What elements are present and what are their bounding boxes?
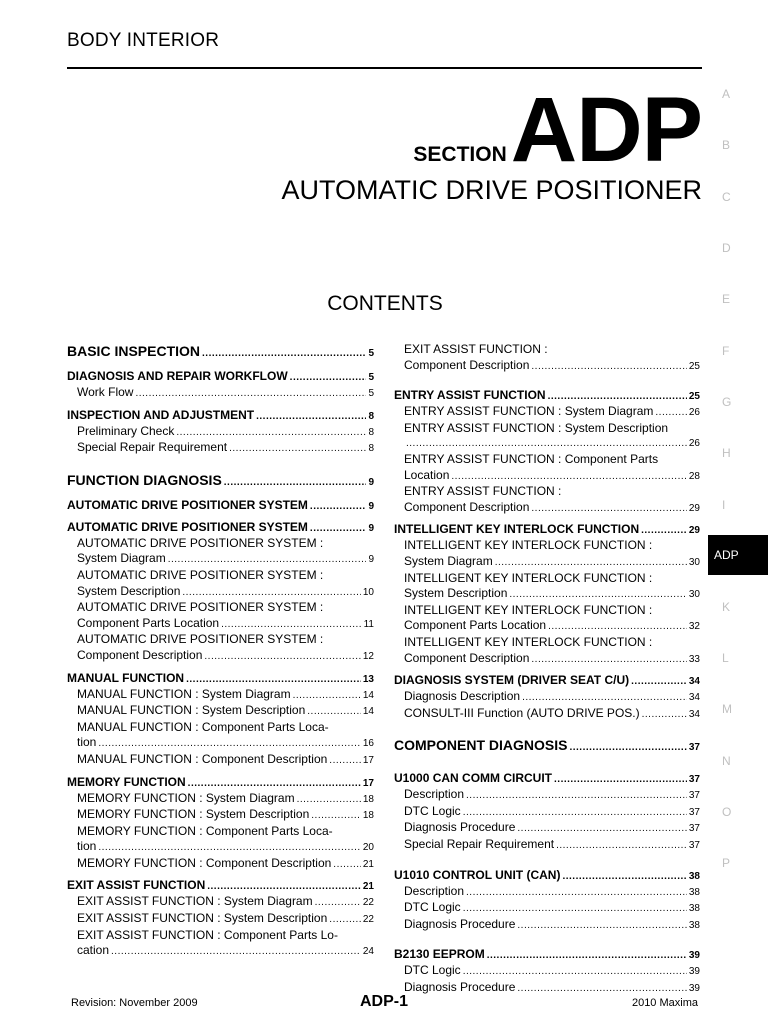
dot-leader (463, 901, 687, 917)
toc-entry-label: System Description (404, 586, 508, 601)
dot-leader (98, 736, 361, 752)
toc-entry-label: MEMORY FUNCTION : Component Description (77, 855, 332, 870)
header-rule (67, 67, 702, 69)
contents-title (0, 292, 768, 316)
dot-leader (522, 690, 687, 706)
toc-entry[interactable] (67, 568, 374, 600)
toc-entry[interactable] (67, 498, 374, 514)
toc-page-number: 39 (688, 966, 700, 978)
toc-left-column (67, 342, 374, 960)
toc-entry[interactable] (67, 408, 374, 424)
toc-page-number: 5 (368, 388, 374, 399)
toc-page-number: 9 (368, 500, 374, 512)
toc-entry[interactable] (67, 720, 374, 752)
toc-page-number: 30 (688, 556, 700, 568)
dot-leader (315, 895, 361, 911)
toc-entry-label: Diagnosis Description (404, 689, 521, 704)
toc-page-number: 33 (688, 653, 700, 665)
toc-entry-label: Component Parts Location (404, 618, 547, 633)
toc-entry-label: Work Flow (77, 385, 134, 399)
dot-leader (569, 739, 686, 757)
section-index-letter[interactable]: P (722, 856, 731, 870)
toc-entry[interactable] (394, 736, 700, 757)
dot-leader (310, 521, 367, 536)
toc-entry[interactable] (394, 342, 700, 374)
section-index-letter[interactable]: D (722, 241, 731, 255)
dot-leader (495, 555, 687, 571)
dot-leader (641, 523, 687, 538)
toc-entry[interactable] (67, 385, 374, 402)
toc-page-number: 39 (688, 983, 700, 995)
dot-leader (297, 792, 361, 808)
toc-page-number: 26 (688, 438, 700, 450)
toc-entry[interactable] (67, 520, 374, 536)
toc-entry-label: AUTOMATIC DRIVE POSITIONER SYSTEM (67, 497, 308, 512)
toc-entry-label: DTC Logic (404, 963, 461, 978)
dot-leader (463, 964, 687, 980)
toc-entry-label-line1: INTELLIGENT KEY INTERLOCK FUNCTION : (404, 570, 653, 585)
toc-entry-label: Component Description (404, 499, 530, 514)
toc-entry-label-line1: EXIT ASSIST FUNCTION : (404, 342, 548, 356)
toc-entry-label: tion (77, 839, 97, 854)
toc-entry-label-line1: INTELLIGENT KEY INTERLOCK FUNCTION : (404, 538, 653, 553)
toc-entry[interactable] (67, 536, 374, 568)
toc-page-number: 38 (688, 870, 700, 882)
section-index-letter[interactable]: G (722, 395, 732, 409)
dot-leader (463, 805, 687, 821)
toc-page-number: 24 (362, 946, 374, 958)
dot-leader (168, 552, 367, 568)
toc-entry-label-line1: INTELLIGENT KEY INTERLOCK FUNCTION : (404, 634, 653, 649)
toc-entry[interactable] (67, 671, 374, 687)
toc-page-number: 17 (362, 777, 374, 789)
toc-spacer (394, 757, 700, 771)
toc-entry-label: Diagnosis Procedure (404, 916, 516, 931)
toc-entry-label: MEMORY FUNCTION : System Description (77, 807, 310, 822)
running-header: BODY INTERIOR (67, 30, 220, 51)
section-index-letter[interactable]: O (722, 805, 732, 819)
toc-entry[interactable] (394, 706, 700, 723)
toc-page-number: 10 (362, 586, 374, 598)
toc-page-number: 39 (688, 950, 700, 962)
footer-revision: Revision: November 2009 (71, 997, 198, 1009)
toc-entry-label: FUNCTION DIAGNOSIS (67, 471, 222, 488)
toc-entry[interactable] (67, 911, 374, 928)
toc-entry[interactable] (394, 388, 700, 404)
dot-leader (188, 776, 361, 791)
toc-entry-label-line1: MANUAL FUNCTION : Component Parts Loca- (77, 719, 329, 734)
toc-page-number: 11 (363, 618, 374, 630)
toc-entry[interactable] (67, 807, 374, 824)
toc-page-number: 5 (368, 348, 374, 359)
section-index-letter[interactable]: B (722, 138, 731, 152)
toc-entry-label: DIAGNOSIS SYSTEM (DRIVER SEAT C/U) (394, 673, 630, 688)
dot-leader (204, 649, 360, 665)
toc-page-number: 5 (368, 372, 374, 383)
toc-page-number: 32 (688, 621, 700, 633)
dot-leader (466, 788, 687, 804)
toc-entry[interactable] (67, 791, 374, 808)
toc-entry-label: MEMORY FUNCTION : System Diagram (77, 790, 295, 805)
dot-leader (556, 838, 687, 854)
toc-entry[interactable] (394, 837, 700, 854)
toc-entry[interactable] (394, 538, 700, 570)
toc-entry-label: AUTOMATIC DRIVE POSITIONER SYSTEM (67, 519, 308, 534)
toc-entry-label-line1: AUTOMATIC DRIVE POSITIONER SYSTEM : (77, 567, 324, 582)
toc-entry-label: U1010 CONTROL UNIT (CAN) (394, 867, 561, 882)
section-code: ADP (510, 79, 702, 181)
dot-leader (406, 436, 687, 452)
section-word: SECTION (413, 143, 507, 166)
toc-entry[interactable] (67, 424, 374, 441)
toc-entry[interactable] (394, 404, 700, 421)
dot-leader (111, 944, 361, 960)
toc-entry[interactable] (394, 917, 700, 934)
toc-entry[interactable] (67, 752, 374, 769)
toc-page-number: 38 (688, 903, 700, 915)
toc-entry-label: ENTRY ASSIST FUNCTION (394, 388, 546, 403)
toc-entry[interactable] (394, 571, 700, 603)
toc-entry-label: MEMORY FUNCTION (67, 774, 186, 789)
dot-leader (509, 587, 687, 603)
toc-entry-label: ENTRY ASSIST FUNCTION : System Diagram (404, 404, 654, 419)
toc-entry[interactable] (67, 687, 374, 704)
toc-page-number: 9 (368, 554, 374, 566)
toc-entry[interactable] (394, 522, 700, 538)
dot-leader (531, 652, 686, 668)
toc-entry[interactable] (67, 856, 374, 873)
toc-entry-label: EXIT ASSIST FUNCTION (67, 878, 206, 893)
toc-entry-label: cation (77, 943, 110, 958)
toc-page-number: 29 (688, 502, 700, 514)
toc-page-number: 37 (688, 823, 700, 835)
toc-page-number: 12 (362, 650, 374, 662)
toc-entry-label-line1: AUTOMATIC DRIVE POSITIONER SYSTEM : (77, 632, 324, 647)
toc-entry[interactable] (394, 689, 700, 706)
toc-entry-label: System Description (77, 583, 181, 598)
dot-leader (329, 753, 361, 769)
dot-leader (256, 409, 366, 424)
dot-leader (554, 772, 687, 787)
section-index-letter[interactable]: M (722, 702, 732, 716)
toc-page-number: 8 (368, 426, 374, 438)
dot-leader (229, 441, 366, 457)
section-index (708, 0, 768, 1024)
toc-entry-label: Component Description (77, 647, 203, 662)
toc-page-number: 21 (362, 881, 374, 893)
toc-entry-label: Component Description (404, 650, 530, 665)
active-section-tab[interactable]: ADP (708, 535, 768, 575)
toc-entry[interactable] (67, 878, 374, 894)
toc-page-number: 16 (362, 738, 374, 750)
toc-entry-label: Component Parts Location (77, 615, 220, 630)
toc-entry-label: DTC Logic (404, 900, 461, 915)
toc-page-number: 34 (688, 692, 700, 704)
toc-entry-label: EXIT ASSIST FUNCTION : System Description (77, 911, 328, 926)
toc-page-number: 21 (362, 858, 374, 870)
toc-entry[interactable] (394, 947, 700, 963)
toc-spacer (394, 374, 700, 388)
toc-entry[interactable] (394, 900, 700, 917)
toc-entry-label-line1: ENTRY ASSIST FUNCTION : (404, 484, 562, 499)
dot-leader (548, 389, 687, 404)
toc-entry-label: BASIC INSPECTION (67, 343, 201, 359)
toc-entry-label: Description (404, 883, 465, 898)
toc-entry-label: Special Repair Requirement (77, 440, 228, 455)
toc-page-number: 18 (362, 810, 374, 822)
toc-entry[interactable] (394, 771, 700, 787)
toc-page-number: 9 (368, 522, 374, 534)
dot-leader (642, 707, 687, 723)
toc-entry-label: INTELLIGENT KEY INTERLOCK FUNCTION (394, 522, 640, 537)
toc-entry[interactable] (67, 703, 374, 720)
section-index-letter[interactable]: C (722, 190, 731, 204)
toc-entry[interactable] (394, 603, 700, 635)
toc-entry-label: Diagnosis Procedure (404, 980, 516, 995)
toc-entry-label: Diagnosis Procedure (404, 820, 516, 835)
dot-leader (176, 425, 366, 441)
toc-entry[interactable] (394, 484, 700, 516)
dot-leader (207, 879, 361, 894)
dot-leader (487, 948, 687, 963)
dot-leader (98, 840, 361, 856)
section-index-letter[interactable]: I (722, 498, 726, 512)
toc-entry[interactable] (394, 963, 700, 980)
toc-entry[interactable] (67, 440, 374, 457)
dot-leader (631, 674, 687, 689)
toc-entry[interactable] (394, 452, 700, 484)
toc-page-number: 14 (362, 706, 374, 718)
toc-spacer (394, 854, 700, 868)
toc-entry-label-line1: ENTRY ASSIST FUNCTION : Component Parts (404, 451, 659, 466)
section-index-letter[interactable]: F (722, 344, 730, 358)
toc-entry-label: Preliminary Check (77, 423, 175, 438)
toc-page-number: 8 (368, 443, 374, 455)
toc-entry-label-line1: ENTRY ASSIST FUNCTION : System Description (404, 420, 669, 435)
toc-entry-label-line1: INTELLIGENT KEY INTERLOCK FUNCTION : (404, 602, 653, 617)
toc-page-number: 28 (688, 470, 700, 482)
toc-entry-label: INSPECTION AND ADJUSTMENT (67, 407, 255, 422)
section-index-letter[interactable]: K (722, 600, 731, 614)
toc-entry-label: MANUAL FUNCTION : System Diagram (77, 686, 291, 701)
section-index-letter[interactable]: A (722, 87, 731, 101)
toc-entry[interactable] (67, 471, 374, 492)
toc-entry[interactable] (394, 884, 700, 901)
toc-entry-label: System Diagram (77, 551, 166, 566)
section-heading (413, 79, 702, 181)
dot-leader (466, 885, 687, 901)
dot-leader (307, 704, 361, 720)
toc-page-number: 29 (688, 525, 700, 537)
toc-page-number: 8 (368, 410, 374, 422)
dot-leader (531, 359, 686, 375)
toc-page-number: 34 (688, 676, 700, 688)
toc-entry-label: Location (404, 467, 450, 482)
toc-entry[interactable] (67, 775, 374, 791)
section-index-letter[interactable]: N (722, 754, 731, 768)
toc-entry-label-line1: MEMORY FUNCTION : Component Parts Loca- (77, 823, 333, 838)
toc-page-number: 25 (688, 360, 700, 372)
toc-entry[interactable] (394, 868, 700, 884)
toc-entry-label: MANUAL FUNCTION (67, 670, 185, 685)
toc-entry-label: Description (404, 787, 465, 802)
toc-page-number: 38 (688, 919, 700, 931)
section-index-letter[interactable]: E (722, 292, 731, 306)
toc-page-number: 18 (362, 793, 374, 805)
dot-leader (531, 501, 686, 517)
dot-leader (186, 672, 361, 687)
toc-page-number: 20 (362, 842, 374, 854)
section-title: AUTOMATIC DRIVE POSITIONER (281, 175, 702, 205)
toc-entry-label: B2130 EEPROM (394, 947, 485, 962)
toc-entry[interactable] (394, 421, 700, 452)
toc-entry[interactable] (67, 600, 374, 632)
toc-entry[interactable] (67, 928, 374, 960)
toc-page-number: 34 (688, 708, 700, 720)
toc-entry-label: System Diagram (404, 553, 493, 568)
dot-leader (290, 370, 367, 385)
toc-entry-label: CONSULT-III Function (AUTO DRIVE POS.) (404, 705, 640, 720)
toc-page-number: 37 (688, 806, 700, 818)
dot-leader (224, 474, 367, 492)
toc-entry-label-line1: AUTOMATIC DRIVE POSITIONER SYSTEM : (77, 600, 324, 615)
toc-entry-label: U1000 CAN COMM CIRCUIT (394, 771, 553, 786)
toc-page-number: 38 (688, 886, 700, 898)
toc-page-number: 17 (362, 754, 374, 766)
toc-page-number: 37 (688, 790, 700, 802)
toc-entry[interactable] (394, 804, 700, 821)
section-index-letter[interactable]: L (722, 651, 729, 665)
section-index-letter[interactable]: H (722, 446, 731, 460)
toc-entry[interactable] (394, 673, 700, 689)
footer-model: 2010 Maxima (631, 997, 698, 1009)
dot-leader (329, 912, 361, 928)
toc-page-number: 14 (362, 689, 374, 701)
toc-right-column (394, 342, 700, 997)
toc-page-number: 9 (368, 476, 374, 488)
toc-entry[interactable] (67, 632, 374, 664)
toc-page-number: 30 (688, 589, 700, 601)
toc-entry[interactable] (394, 820, 700, 837)
footer-page-number: ADP-1 (359, 993, 408, 1010)
toc-page-number: 37 (688, 774, 700, 786)
toc-entry-label: MANUAL FUNCTION : System Description (77, 703, 306, 718)
toc-entry-label-line1: EXIT ASSIST FUNCTION : Component Parts Lo- (77, 927, 338, 942)
dot-leader (202, 345, 366, 363)
dot-leader (548, 619, 687, 635)
contents-title-text: CONTENTS (327, 292, 443, 315)
toc-page-number: 37 (688, 840, 700, 852)
toc-entry-label: Component Description (404, 357, 530, 372)
toc-page-number: 13 (362, 673, 374, 685)
toc-entry[interactable] (67, 824, 374, 856)
dot-leader (655, 405, 686, 421)
dot-leader (517, 918, 686, 934)
dot-leader (293, 688, 361, 704)
dot-leader (517, 821, 686, 837)
toc-entry-label: DIAGNOSIS AND REPAIR WORKFLOW (67, 369, 288, 383)
toc-entry-label: DTC Logic (404, 803, 461, 818)
toc-page-number: 25 (688, 391, 700, 403)
toc-entry[interactable] (394, 635, 700, 667)
toc-page-number: 26 (688, 407, 700, 419)
toc-spacer (394, 722, 700, 736)
toc-entry-label: Special Repair Requirement (404, 837, 555, 852)
dot-leader (310, 499, 367, 514)
toc-entry-label: EXIT ASSIST FUNCTION : System Diagram (77, 894, 313, 909)
toc-entry-label: tion (77, 735, 97, 750)
toc-entry[interactable] (67, 894, 374, 911)
dot-leader (221, 617, 362, 633)
toc-page-number: 22 (362, 897, 374, 909)
toc-page-number: 22 (362, 914, 374, 926)
toc-entry-label: MANUAL FUNCTION : Component Description (77, 751, 328, 766)
toc-page-number: 37 (688, 742, 700, 754)
dot-leader (333, 857, 361, 873)
toc-entry[interactable] (67, 342, 374, 363)
dot-leader (562, 869, 686, 884)
toc-entry[interactable] (67, 369, 374, 385)
toc-spacer (67, 457, 374, 471)
dot-leader (135, 386, 366, 402)
dot-leader (451, 469, 687, 485)
dot-leader (182, 585, 361, 601)
toc-entry-label: COMPONENT DIAGNOSIS (394, 737, 568, 754)
toc-entry[interactable] (394, 787, 700, 804)
dot-leader (311, 808, 361, 824)
toc-entry-label-line1: AUTOMATIC DRIVE POSITIONER SYSTEM : (77, 535, 324, 550)
toc-spacer (394, 933, 700, 947)
